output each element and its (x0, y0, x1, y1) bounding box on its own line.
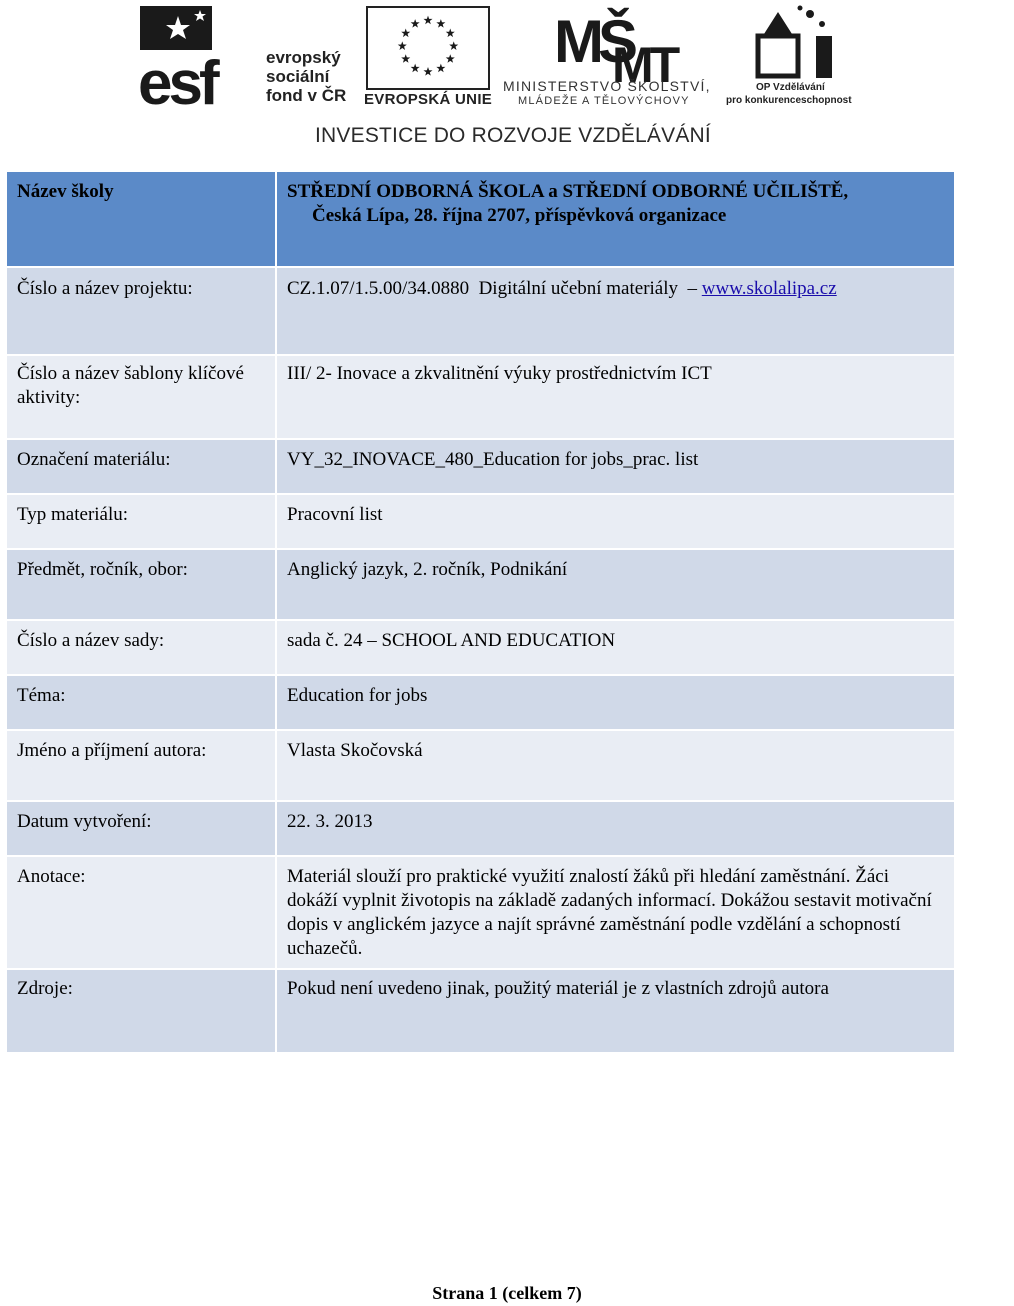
annotation-label: Anotace: (6, 856, 276, 969)
table-row-project (6, 267, 955, 355)
author-value: Vlasta Skočovská (276, 730, 955, 801)
esf-logo (138, 6, 260, 118)
material-id-label: Označení materiálu: (6, 439, 276, 494)
esf-caption-line: fond v ČR (266, 86, 347, 105)
project-label: Číslo a název projektu: (6, 267, 276, 355)
table-row-school (6, 171, 955, 267)
material-id-value: VY_32_INOVACE_480_Education for jobs_prac. list (276, 439, 955, 494)
op-logo (752, 4, 842, 82)
set-label: Číslo a název sady: (6, 620, 276, 675)
eu-star-icon (436, 64, 445, 73)
eu-star-icon (436, 19, 445, 28)
eu-star-icon (446, 28, 455, 37)
project-text: CZ.1.07/1.5.00/34.0880 Digitální učební materiály – (287, 278, 702, 299)
eu-star-icon (446, 54, 455, 63)
table-row-material-id (6, 439, 955, 494)
eu-star-icon (401, 28, 410, 37)
esf-caption-line: sociální (266, 67, 330, 86)
op-caption-line1: OP Vzdělávání (756, 82, 825, 93)
sources-label: Zdroje: (6, 969, 276, 1053)
esf-caption-line: evropský (266, 48, 341, 67)
eu-flag-logo (366, 6, 490, 90)
investment-tagline: INVESTICE DO ROZVOJE VZDĚLÁVÁNÍ (315, 124, 711, 147)
table-row-annotation (6, 856, 955, 969)
msmt-caption-line1: MINISTERSTVO ŠKOLSTVÍ, (503, 78, 711, 94)
table-row-set (6, 620, 955, 675)
school-website-link[interactable]: www.skolalipa.cz (701, 278, 837, 299)
table-row-subject (6, 549, 955, 620)
material-type-label: Typ materiálu: (6, 494, 276, 549)
page-number-footer: Strana 1 (celkem 7) (432, 1283, 582, 1303)
material-info-table (5, 170, 956, 1054)
logo-banner (0, 0, 960, 160)
svg-text:MŠ: MŠ (554, 8, 632, 75)
author-label: Jméno a příjmení autora: (6, 730, 276, 801)
date-value: 22. 3. 2013 (276, 801, 955, 856)
eu-star-icon (423, 67, 432, 76)
esf-caption (266, 48, 346, 105)
topic-value: Education for jobs (276, 675, 955, 730)
subject-label: Předmět, ročník, obor: (6, 549, 276, 620)
project-value (276, 267, 955, 355)
template-label: Číslo a název šablony klíčové aktivity: (6, 355, 276, 439)
eu-star-icon (411, 19, 420, 28)
svg-text:esf: esf (138, 49, 216, 118)
msmt-caption-line2: MLÁDEŽE A TĚLOVÝCHOVY (518, 95, 690, 107)
table-row-author (6, 730, 955, 801)
eu-star-icon (411, 64, 420, 73)
material-type-value: Pracovní list (276, 494, 955, 549)
sources-value: Pokud není uvedeno jinak, použitý materiál je z vlastních zdrojů autora (276, 969, 955, 1053)
op-caption-line2: pro konkurenceschopnost (726, 95, 852, 106)
table-row-sources (6, 969, 955, 1053)
school-value (276, 171, 955, 267)
eu-star-icon (398, 41, 407, 50)
svg-text:MT: MT (612, 37, 677, 93)
eu-star-icon (423, 16, 432, 25)
school-label: Název školy (6, 171, 276, 267)
subject-value: Anglický jazyk, 2. ročník, Podnikání (276, 549, 955, 620)
eu-caption: EVROPSKÁ UNIE (364, 91, 493, 108)
set-value: sada č. 24 – SCHOOL AND EDUCATION (276, 620, 955, 675)
annotation-value: Materiál slouží pro praktické využití znalostí žáků při hledání zaměstnání. Žáci dokáží vyplnit životopis na základě zadaných informací. Dokážou sestavit motivační dopis v anglickém jazyce a najít správné zaměstnání podle vzdělání a schopností uchazečů. (276, 856, 955, 969)
school-name-line1: STŘEDNÍ ODBORNÁ ŠKOLA a STŘEDNÍ ODBORNÉ UČILIŠTĚ, (287, 181, 849, 202)
eu-star-icon (449, 41, 458, 50)
topic-label: Téma: (6, 675, 276, 730)
template-value: III/ 2- Inovace a zkvalitnění výuky prostřednictvím ICT (276, 355, 955, 439)
table-row-template (6, 355, 955, 439)
table-row-topic (6, 675, 955, 730)
eu-star-icon (401, 54, 410, 63)
school-name-line2: Česká Lípa, 28. října 2707, příspěvková organizace (312, 205, 727, 226)
table-row-material-type (6, 494, 955, 549)
table-row-date (6, 801, 955, 856)
date-label: Datum vytvoření: (6, 801, 276, 856)
